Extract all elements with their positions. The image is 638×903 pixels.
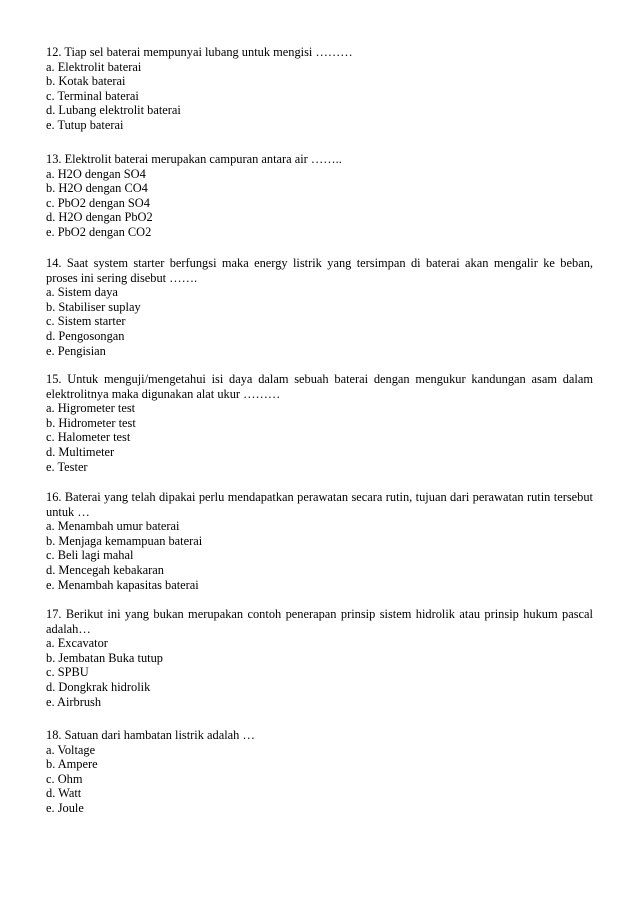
option-e: e. Tutup baterai	[46, 117, 124, 132]
option-c: c. PbO2 dengan SO4	[46, 195, 150, 210]
option-c: c. SPBU	[46, 665, 89, 680]
option-b: b. Jembatan Buka tutup	[46, 650, 164, 665]
option-b: b. Ampere	[46, 757, 98, 772]
option-d: d. Multimeter	[46, 444, 115, 459]
question-13	[46, 152, 593, 240]
option-c: c. Terminal baterai	[46, 88, 139, 103]
question-text: 13. Elektrolit baterai merupakan campuran antara air ……..	[46, 152, 342, 166]
option-a: a. Sistem daya	[46, 285, 118, 300]
option-e: e. Tester	[46, 459, 88, 474]
option-list	[46, 519, 593, 592]
option-b: b. Kotak baterai	[46, 74, 126, 89]
option-d: d. Pengosongan	[46, 328, 125, 343]
question-17	[46, 607, 593, 709]
option-list	[46, 636, 593, 709]
option-e: e. Menambah kapasitas baterai	[46, 577, 199, 592]
option-d: d. Watt	[46, 786, 82, 801]
option-list	[46, 60, 593, 133]
question-text: 12. Tiap sel baterai mempunyai lubang untuk mengisi ………	[46, 45, 353, 59]
option-e: e. PbO2 dengan CO2	[46, 224, 152, 239]
question-15	[46, 372, 593, 474]
option-b: b. Menjaga kemampuan baterai	[46, 533, 203, 548]
option-a: a. H2O dengan SO4	[46, 166, 146, 181]
question-text: 14. Saat system starter berfungsi maka energy listrik yang tersimpan di baterai akan mengalir ke beban, proses ini sering disebut …….	[46, 256, 593, 285]
option-c: c. Ohm	[46, 771, 83, 786]
option-b: b. Hidrometer test	[46, 415, 136, 430]
option-b: b. H2O dengan CO4	[46, 181, 148, 196]
question-12	[46, 45, 593, 133]
option-a: a. Higrometer test	[46, 401, 136, 416]
option-d: d. Lubang elektrolit baterai	[46, 103, 181, 118]
option-d: d. Dongkrak hidrolik	[46, 679, 151, 694]
option-a: a. Menambah umur baterai	[46, 519, 180, 534]
option-list	[46, 401, 593, 474]
question-text: 15. Untuk menguji/mengetahui isi daya dalam sebuah baterai dengan mengukur kandungan asam dalam elektrolitnya maka digunakan alat ukur ………	[46, 372, 593, 401]
option-c: c. Sistem starter	[46, 314, 126, 329]
option-b: b. Stabiliser suplay	[46, 299, 141, 314]
option-list	[46, 167, 593, 240]
option-d: d. Mencegah kebakaran	[46, 562, 164, 577]
option-list	[46, 285, 593, 358]
option-d: d. H2O dengan PbO2	[46, 210, 153, 225]
option-e: e. Pengisian	[46, 343, 106, 358]
question-16	[46, 490, 593, 592]
question-text: 18. Satuan dari hambatan listrik adalah …	[46, 728, 255, 742]
option-a: a. Excavator	[46, 636, 108, 651]
question-text: 16. Baterai yang telah dipakai perlu mendapatkan perawatan secara rutin, tujuan dari perawatan rutin tersebut untuk …	[46, 490, 593, 519]
option-c: c. Halometer test	[46, 430, 131, 445]
option-a: a. Voltage	[46, 742, 96, 757]
question-14	[46, 256, 593, 358]
option-list	[46, 743, 593, 816]
option-e: e. Airbrush	[46, 694, 102, 709]
option-a: a. Elektrolit baterai	[46, 59, 142, 74]
option-c: c. Beli lagi mahal	[46, 548, 134, 563]
question-18	[46, 728, 593, 816]
question-text: 17. Berikut ini yang bukan merupakan contoh penerapan prinsip sistem hidrolik atau prinsip hukum pascal adalah…	[46, 607, 593, 636]
option-e: e. Joule	[46, 800, 84, 815]
